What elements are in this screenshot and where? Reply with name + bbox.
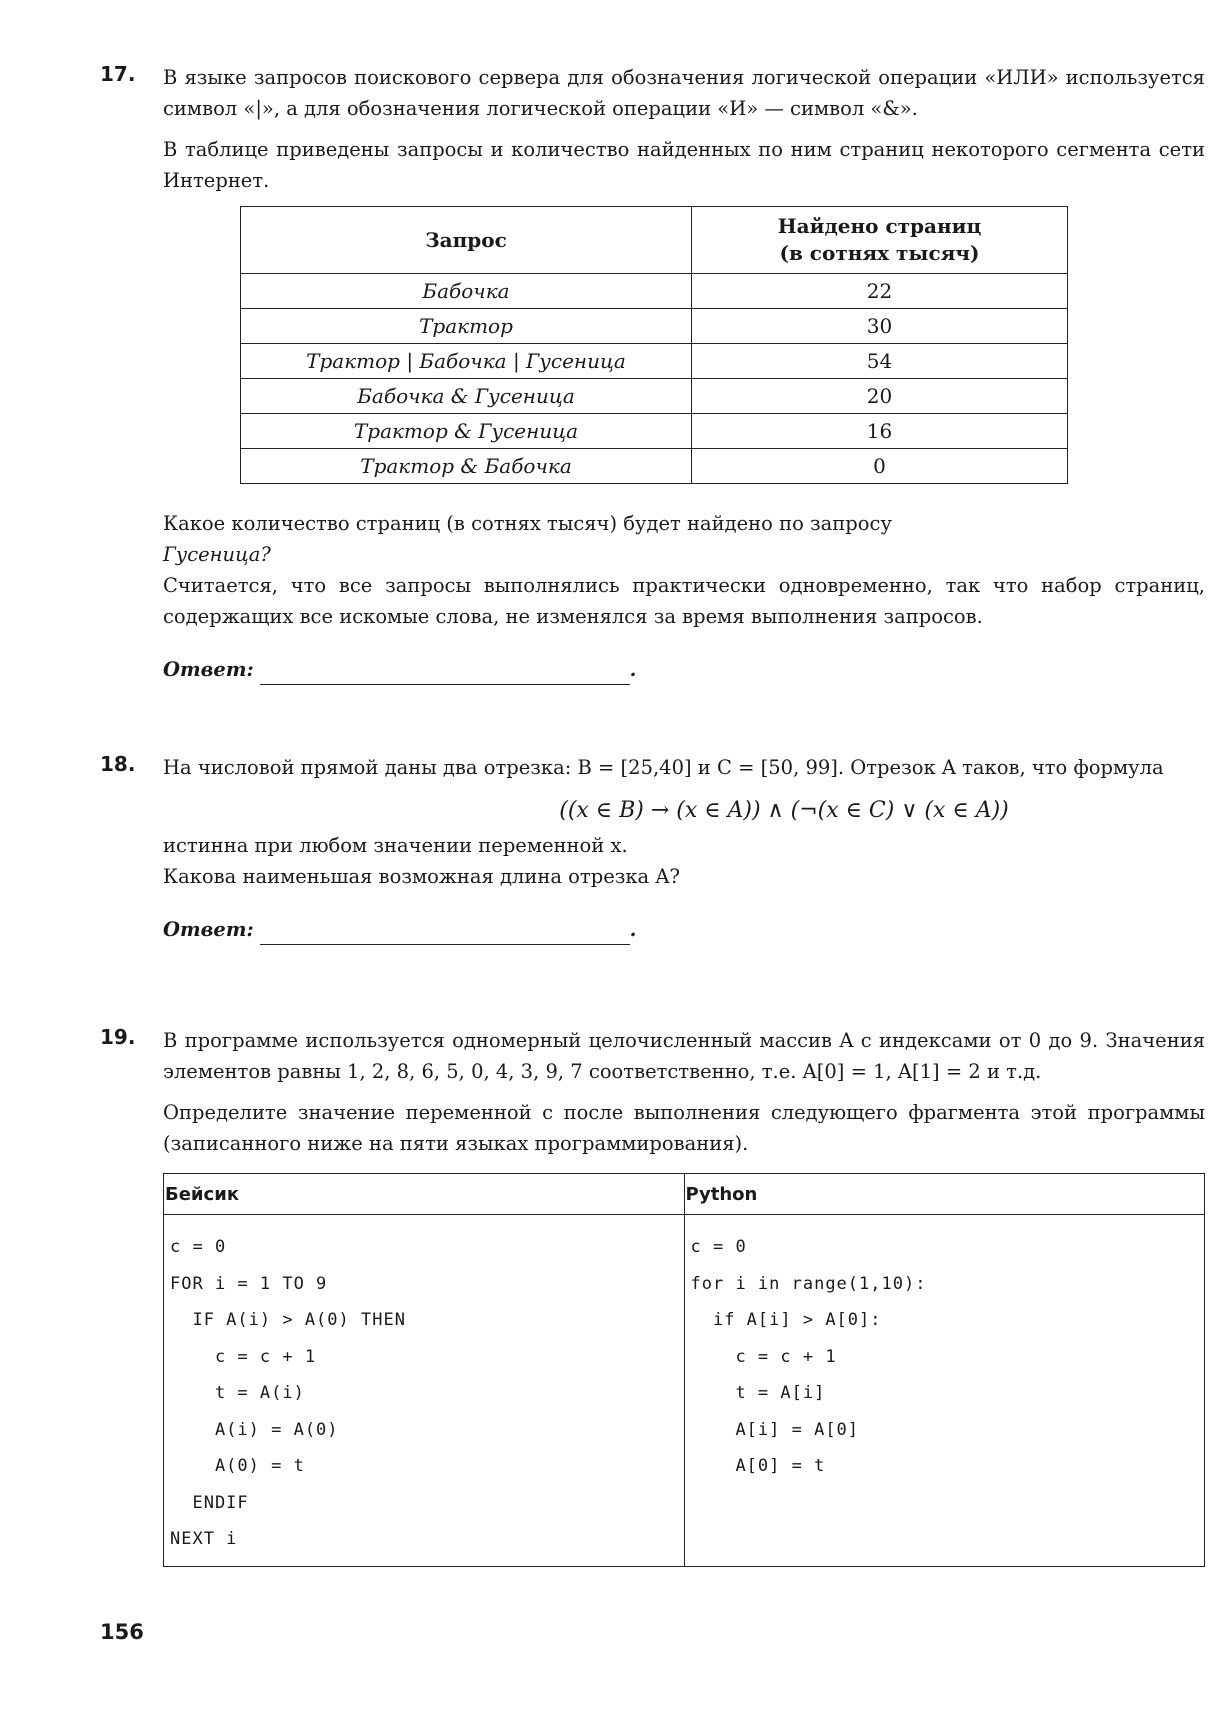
- task-18-question: Какова наименьшая возможная длина отрезка A?: [163, 865, 680, 888]
- code-line: A(i) = A(0): [170, 1419, 339, 1440]
- code-line: A[0] = t: [690, 1456, 826, 1476]
- header-count-line1: Найдено страниц: [777, 214, 982, 238]
- header-count-line2: (в сотнях тысяч): [779, 241, 980, 265]
- table-row: [241, 449, 1068, 484]
- query-cell: Трактор & Гусеница: [241, 414, 692, 449]
- query-cell: Трактор & Бабочка: [241, 449, 692, 484]
- answer-field[interactable]: [260, 922, 630, 945]
- page-number: 156: [100, 1620, 144, 1644]
- code-line: ENDIF: [170, 1492, 249, 1513]
- basic-header: Бейсик: [164, 1174, 685, 1215]
- task-19-para2: Определите значение переменной c после выполнения следующего фрагмента этой программы (записанного ниже на пяти языках программирования).: [163, 1101, 1205, 1155]
- count-cell: 16: [692, 414, 1068, 449]
- task-17-question-word: Гусеница?: [163, 543, 271, 566]
- logic-formula: ((x ∈ B) → (x ∈ A)) ∧ (¬(x ∈ C) ∨ (x ∈ A)): [559, 798, 1009, 823]
- code-line: if A[i] > A[0]:: [690, 1310, 882, 1330]
- answer-field[interactable]: [260, 662, 630, 685]
- code-table: [163, 1173, 1205, 1567]
- table-row: [241, 309, 1068, 344]
- answer-dot: .: [629, 918, 637, 941]
- answer-row: [163, 914, 1205, 945]
- task-19-para1: В программе используется одномерный целочисленный массив A с индексами от 0 до 9. Значения элементов равны 1, 2, 8, 6, 5, 0, 4, 3, 9, 7 соответственно, т.е. A[0] = 1, A[1] = 2 и т.д.: [163, 1029, 1205, 1083]
- code-line: c = 0: [170, 1237, 227, 1257]
- code-line: NEXT i: [170, 1529, 238, 1549]
- task-number: 17.: [100, 62, 136, 86]
- code-table-body: [164, 1215, 1205, 1567]
- query-cell: Бабочка & Гусеница: [241, 379, 692, 414]
- table-row: [241, 414, 1068, 449]
- table-row: [241, 274, 1068, 309]
- answer-label: Ответ:: [163, 658, 254, 681]
- code-line: t = A[i]: [690, 1383, 826, 1403]
- code-line: A(0) = t: [170, 1456, 305, 1476]
- header-query: Запрос: [241, 207, 692, 274]
- task-17-question: Какое количество страниц (в сотнях тысяч) будет найдено по запросу: [163, 512, 892, 535]
- task-number: 18.: [100, 752, 136, 776]
- task-number: 19.: [100, 1025, 136, 1049]
- count-cell: 54: [692, 344, 1068, 379]
- code-line: c = c + 1: [690, 1346, 837, 1367]
- query-cell: Трактор | Бабочка | Гусеница: [241, 344, 692, 379]
- task-18-text: На числовой прямой даны два отрезка: B = [25,40] и C = [50, 99]. Отрезок A таков, что формула: [163, 756, 1164, 779]
- query-table-header: [241, 207, 1068, 274]
- answer-label: Ответ:: [163, 918, 254, 941]
- count-cell: 22: [692, 274, 1068, 309]
- task-17-intro: В языке запросов поискового сервера для обозначения логической операции «ИЛИ» используется символ «|», а для обозначения логической операции «И» — символ «&».: [163, 66, 1205, 120]
- count-cell: 20: [692, 379, 1068, 414]
- task-17-note: Считается, что все запросы выполнялись практически одновременно, так что набор страниц, содержащих все искомые слова, не изменялся за время выполнения запросов.: [163, 574, 1205, 628]
- code-line: for i in range(1,10):: [690, 1273, 927, 1294]
- query-cell: Трактор: [241, 309, 692, 344]
- task-19: [100, 1025, 1205, 1567]
- code-line: t = A(i): [170, 1383, 305, 1403]
- query-table: [240, 206, 1068, 484]
- table-row: [241, 379, 1068, 414]
- task-18: [100, 752, 1205, 945]
- query-cell: Бабочка: [241, 274, 692, 309]
- task-18-condition: истинна при любом значении переменной x.: [163, 834, 628, 857]
- header-count: [692, 207, 1068, 274]
- code-line: IF A(i) > A(0) THEN: [170, 1310, 406, 1330]
- code-table-header: [164, 1174, 1205, 1215]
- count-cell: 0: [692, 449, 1068, 484]
- code-line: FOR i = 1 TO 9: [170, 1273, 328, 1294]
- python-header: Python: [684, 1174, 1205, 1215]
- basic-code: [164, 1215, 685, 1567]
- table-row: [241, 344, 1068, 379]
- task-17-table-intro: В таблице приведены запросы и количество найденных по ним страниц некоторого сегмента сети Интернет.: [163, 138, 1205, 192]
- answer-dot: .: [629, 658, 637, 681]
- code-line: c = 0: [690, 1237, 747, 1257]
- python-code: [684, 1215, 1205, 1567]
- code-line: A[i] = A[0]: [690, 1419, 860, 1440]
- task-17: [100, 62, 1205, 685]
- answer-row: [163, 654, 1205, 685]
- count-cell: 30: [692, 309, 1068, 344]
- code-line: c = c + 1: [170, 1346, 317, 1367]
